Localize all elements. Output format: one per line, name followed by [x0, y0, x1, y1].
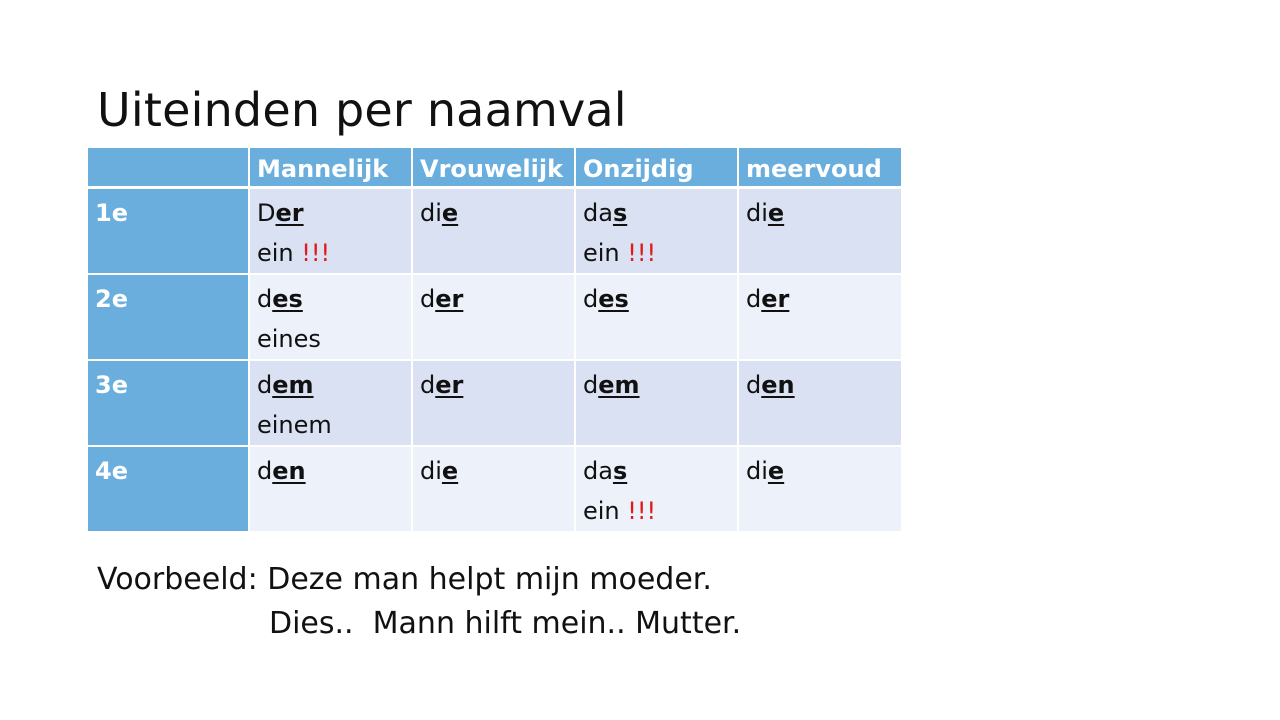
article-ending: e [767, 457, 785, 485]
article-ending: em [598, 371, 640, 399]
table-cell [737, 275, 901, 361]
table-cell [411, 275, 574, 361]
article-ending: er [435, 285, 464, 313]
table-cell [248, 361, 411, 447]
article-form [746, 279, 901, 319]
article-form [420, 451, 574, 491]
article-stem: da [583, 457, 613, 485]
table-cell [737, 447, 901, 533]
article-form [257, 451, 411, 491]
article-ending: es [598, 285, 629, 313]
article-form [420, 193, 574, 233]
article-form [257, 365, 411, 405]
article-stem: d [746, 285, 762, 313]
warning-mark: !!! [301, 239, 331, 267]
article-stem: d [257, 285, 273, 313]
article-ending: s [612, 457, 628, 485]
article-stem: D [257, 199, 276, 227]
indefinite-article: eines [257, 325, 321, 353]
table-cell [248, 189, 411, 275]
article-form [257, 193, 411, 233]
indefinite-article: ein [583, 239, 620, 267]
table-cell [574, 361, 737, 447]
header-onzijdig: Onzijdig [574, 148, 737, 189]
article-stem: d [746, 371, 762, 399]
header-vrouwelijk: Vrouwelijk [411, 148, 574, 189]
table-cell [411, 447, 574, 533]
table-cell [411, 361, 574, 447]
table-cell [574, 189, 737, 275]
article-ending: es [272, 285, 303, 313]
article-form [583, 365, 737, 405]
table-row [88, 275, 901, 361]
article-form [257, 279, 411, 319]
header-mannelijk: Mannelijk [248, 148, 411, 189]
article-form [583, 193, 737, 233]
article-ending: er [435, 371, 464, 399]
article-ending: s [612, 199, 628, 227]
table-row [88, 447, 901, 533]
article-ending: e [441, 457, 459, 485]
case-endings-table [88, 148, 901, 533]
row-label: 2e [88, 275, 248, 361]
article-ending: en [272, 457, 306, 485]
row-label: 4e [88, 447, 248, 533]
indefinite-form [583, 491, 737, 531]
article-ending: e [767, 199, 785, 227]
example-line-2: Dies.. Mann hilft mein.. Mutter. [269, 606, 742, 641]
row-label: 3e [88, 361, 248, 447]
article-ending: er [275, 199, 304, 227]
article-form [583, 451, 737, 491]
article-stem: d [257, 371, 273, 399]
article-stem: di [420, 457, 442, 485]
article-form [746, 451, 901, 491]
warning-mark: !!! [627, 497, 657, 525]
article-form [420, 365, 574, 405]
article-stem: di [746, 199, 768, 227]
row-label: 1e [88, 189, 248, 275]
indefinite-article: einem [257, 411, 332, 439]
indefinite-form [257, 405, 411, 445]
header-corner [88, 148, 248, 189]
article-form [746, 193, 901, 233]
warning-mark: !!! [627, 239, 657, 267]
article-ending: er [761, 285, 790, 313]
indefinite-article: ein [583, 497, 620, 525]
table-cell [574, 275, 737, 361]
indefinite-article: ein [257, 239, 294, 267]
article-ending: em [272, 371, 314, 399]
article-ending: e [441, 199, 459, 227]
slide-title: Uiteinden per naamval [97, 83, 627, 137]
article-stem: d [420, 285, 436, 313]
header-meervoud: meervoud [737, 148, 901, 189]
table-row [88, 189, 901, 275]
article-stem: di [746, 457, 768, 485]
table-cell [574, 447, 737, 533]
article-form [583, 279, 737, 319]
article-stem: d [257, 457, 273, 485]
table-cell [737, 361, 901, 447]
indefinite-form [257, 233, 411, 273]
article-form [420, 279, 574, 319]
table-row [88, 361, 901, 447]
table-cell [248, 275, 411, 361]
article-stem: da [583, 199, 613, 227]
article-stem: d [420, 371, 436, 399]
example-line-1: Voorbeeld: Deze man helpt mijn moeder. [97, 562, 712, 597]
article-ending: en [761, 371, 795, 399]
table-cell [411, 189, 574, 275]
table-body [88, 189, 901, 533]
table-cell [248, 447, 411, 533]
table-cell [737, 189, 901, 275]
example-block [97, 558, 741, 646]
article-stem: d [583, 371, 599, 399]
article-stem: di [420, 199, 442, 227]
article-form [746, 365, 901, 405]
indefinite-form [257, 319, 411, 359]
indefinite-form [583, 233, 737, 273]
table-header-row [88, 148, 901, 189]
article-stem: d [583, 285, 599, 313]
